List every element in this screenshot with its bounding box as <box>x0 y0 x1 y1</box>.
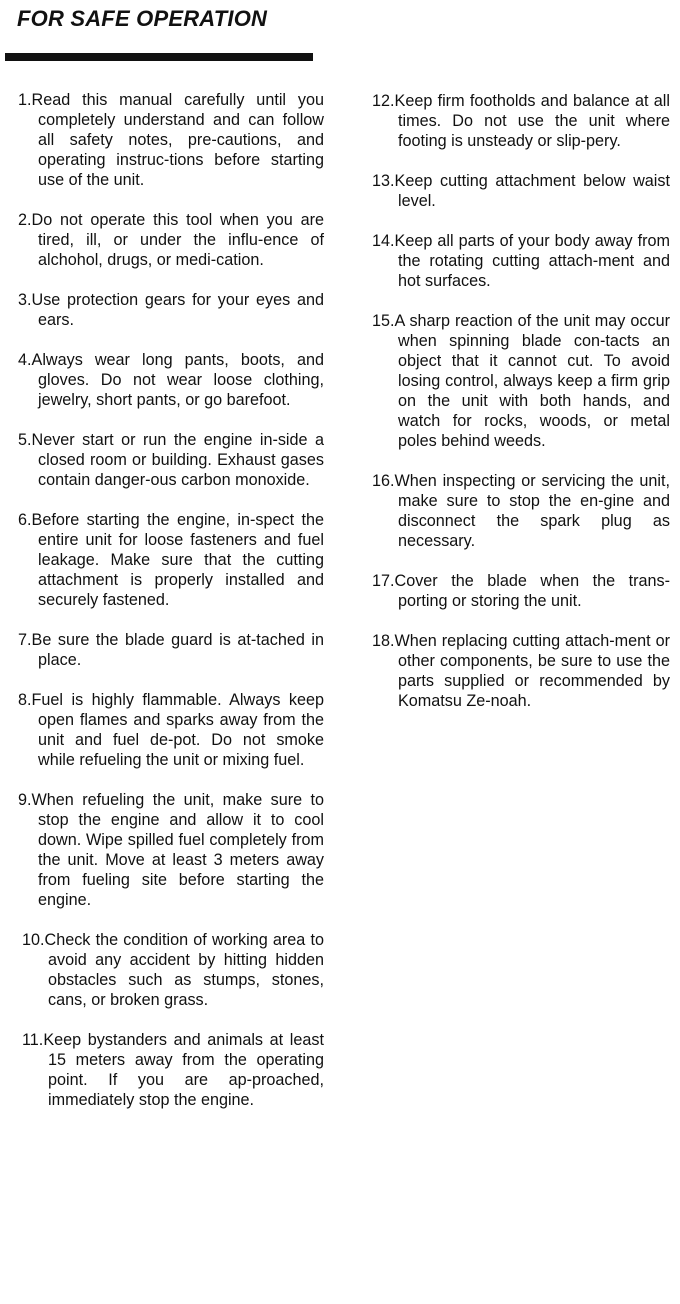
item-number: 10. <box>22 931 45 949</box>
safety-item-4 <box>18 350 324 410</box>
item-number: 9. <box>18 791 32 809</box>
item-text: When replacing cutting attach-ment or other components, be sure to use the parts supplied or recommended by Komatsu Ze-noah. <box>394 632 670 710</box>
item-text: Fuel is highly flammable. Always keep open flames and sparks away from the unit and fuel de-pot. Do not smoke while refueling the unit or mixing fuel. <box>31 691 324 769</box>
item-number: 11. <box>22 1031 44 1049</box>
safety-item-1 <box>18 90 324 190</box>
item-text: Do not operate this tool when you are tired, ill, or under the influ-ence of alchohol, drugs, or medi-cation. <box>31 211 324 269</box>
item-number: 13. <box>372 172 395 190</box>
title-underline-rule <box>5 53 313 61</box>
safety-item-14 <box>368 231 670 291</box>
item-number: 6. <box>18 511 32 529</box>
item-text: When inspecting or servicing the unit, make sure to stop the en-gine and disconnect the spark plug as necessary. <box>394 472 670 550</box>
safety-item-9 <box>18 790 324 910</box>
safety-item-12 <box>368 91 670 151</box>
item-text: Keep bystanders and animals at least 15 meters away from the operating point. If you are ap-proached, immediately stop the engine. <box>43 1031 324 1109</box>
safety-item-17 <box>368 571 670 611</box>
item-text: Check the condition of working area to avoid any accident by hitting hidden obstacles such as stumps, stones, cans, or broken grass. <box>44 931 324 1009</box>
safety-item-15 <box>368 311 670 451</box>
safety-item-2 <box>18 210 324 270</box>
item-number: 4. <box>18 351 32 369</box>
safety-item-10 <box>18 930 324 1010</box>
item-number: 18. <box>372 632 395 650</box>
item-text: Keep all parts of your body away from the rotating cutting attach-ment and hot surfaces. <box>394 232 670 290</box>
item-number: 16. <box>372 472 395 490</box>
item-number: 15. <box>372 312 395 330</box>
item-text: A sharp reaction of the unit may occur when spinning blade con-tacts an object that it cannot cut. To avoid losing control, always keep a firm grip on the unit with both hands, and watch for rocks, woods, or metal poles behind weeds. <box>394 312 670 450</box>
right-column <box>368 91 670 731</box>
safety-item-8 <box>18 690 324 770</box>
item-text: When refueling the unit, make sure to stop the engine and allow it to cool down. Wipe spilled fuel completely from the unit. Move at least 3 meters away from fueling site before starting the engine. <box>31 791 324 909</box>
safety-item-11 <box>18 1030 324 1110</box>
page-title: FOR SAFE OPERATION <box>17 6 268 31</box>
item-text: Be sure the blade guard is at-tached in place. <box>31 631 324 669</box>
item-number: 3. <box>18 291 32 309</box>
item-number: 2. <box>18 211 32 229</box>
safety-item-18 <box>368 631 670 711</box>
safety-item-6 <box>18 510 324 610</box>
safety-item-16 <box>368 471 670 551</box>
item-text: Never start or run the engine in-side a closed room or building. Exhaust gases contain danger-ous carbon monoxide. <box>31 431 324 489</box>
item-number: 5. <box>18 431 32 449</box>
item-number: 14. <box>372 232 395 250</box>
item-number: 12. <box>372 92 395 110</box>
item-text: Before starting the engine, in-spect the entire unit for loose fasteners and fuel leakage. Make sure that the cutting attachment is properly installed and securely fastened. <box>31 511 324 609</box>
item-text: Keep firm footholds and balance at all times. Do not use the unit where footing is unsteady or slip-pery. <box>394 92 670 150</box>
item-text: Cover the blade when the trans-porting or storing the unit. <box>394 572 670 610</box>
safety-item-7 <box>18 630 324 670</box>
safety-item-13 <box>368 171 670 211</box>
item-number: 8. <box>18 691 32 709</box>
left-column <box>18 90 324 1130</box>
item-number: 17. <box>372 572 395 590</box>
item-text: Keep cutting attachment below waist level. <box>394 172 670 210</box>
safety-item-5 <box>18 430 324 490</box>
item-text: Read this manual carefully until you completely understand and can follow all safety notes, pre-cautions, and operating instruc-tions before starting use of the unit. <box>31 91 324 189</box>
item-number: 7. <box>18 631 32 649</box>
item-text: Use protection gears for your eyes and ears. <box>31 291 324 329</box>
item-number: 1. <box>18 91 32 109</box>
safety-item-3 <box>18 290 324 330</box>
item-text: Always wear long pants, boots, and gloves. Do not wear loose clothing, jewelry, short pants, or go barefoot. <box>31 351 324 409</box>
